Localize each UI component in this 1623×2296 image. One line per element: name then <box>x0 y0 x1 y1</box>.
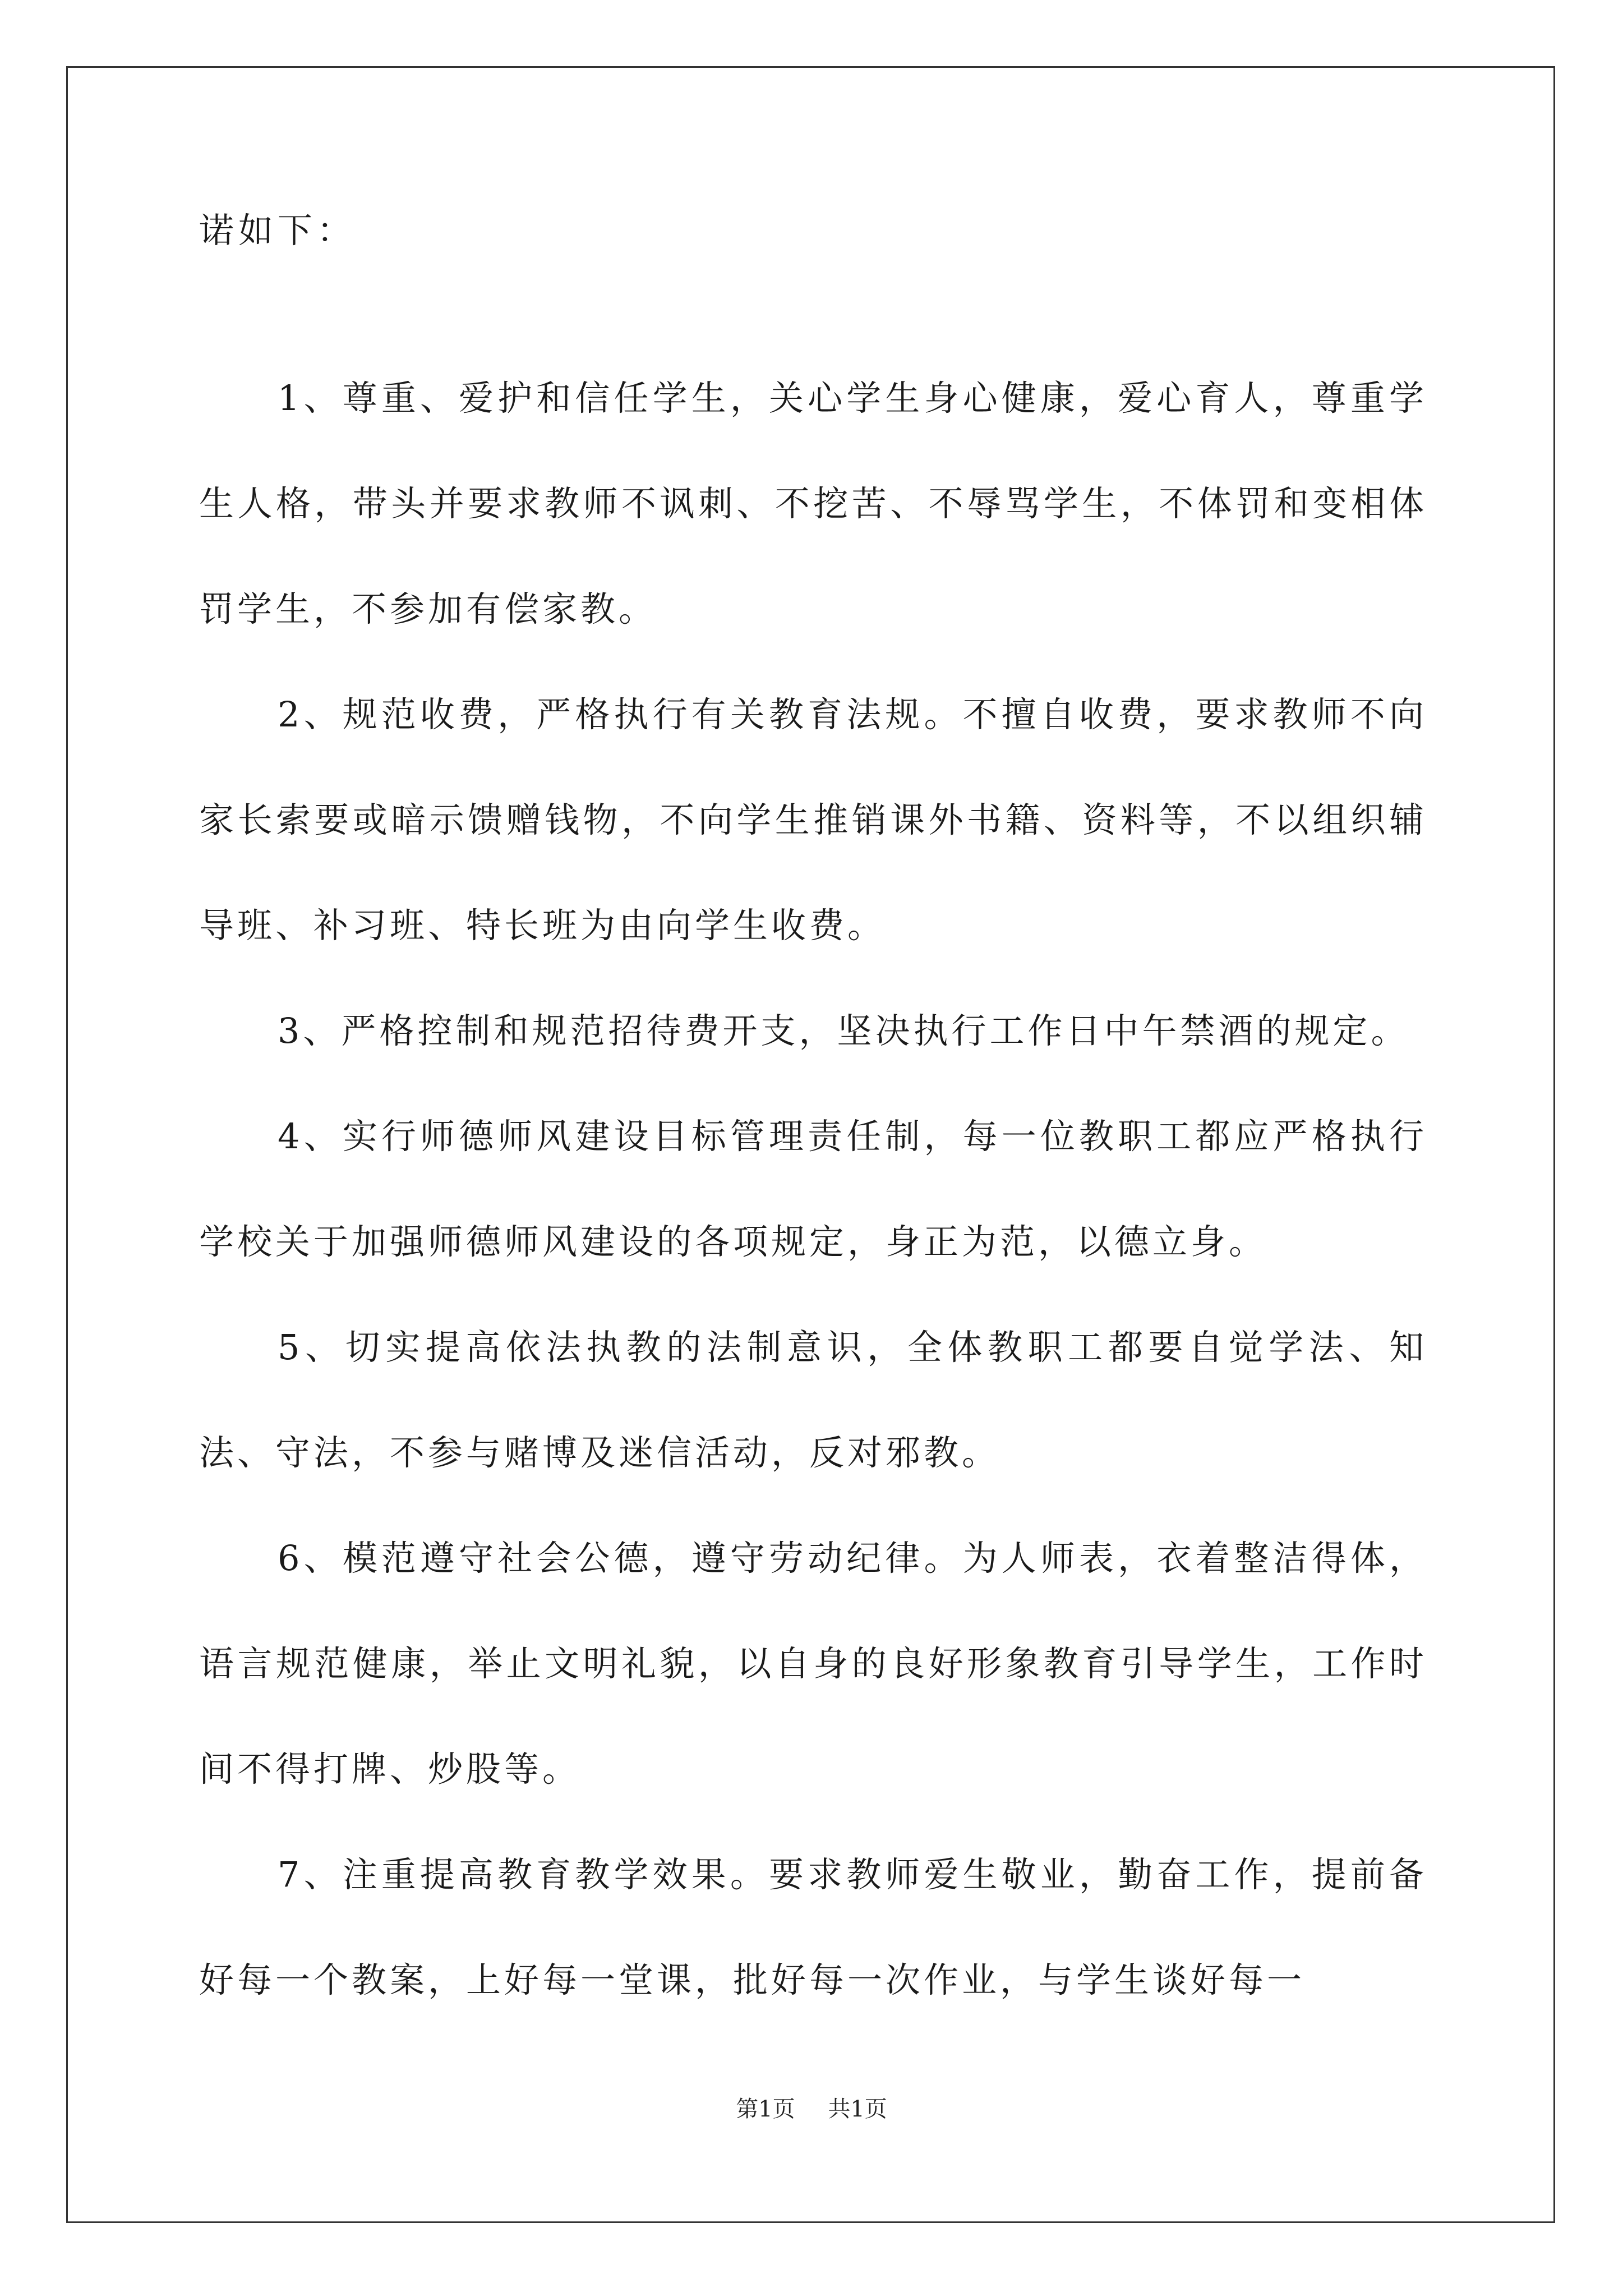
paragraph-2: 2、规范收费，严格执行有关教育法规。不擅自收费，要求教师不向家长索要或暗示馈赠钱物，不向学生推销课外书籍、资料等，不以组织辅导班、补习班、特长班为由向学生收费。 <box>199 694 1427 946</box>
page-number: 第1页 <box>736 2096 795 2122</box>
document-body <box>199 210 1427 2033</box>
paragraph-5: 5、切实提高依法执教的法制意识，全体教职工都要自觉学法、知法、守法，不参与赌博及迷信活动，反对邪教。 <box>199 1327 1427 1473</box>
paragraph-4: 4、实行师德师风建设目标管理责任制，每一位教职工都应严格执行学校关于加强师德师风建设的各项规定，身正为范，以德立身。 <box>199 1116 1427 1262</box>
page-total: 共1页 <box>828 2096 887 2122</box>
paragraph-1: 1、尊重、爱护和信任学生，关心学生身心健康，爱心育人，尊重学生人格，带头并要求教师不讽刺、不挖苦、不辱骂学生，不体罚和变相体罚学生，不参加有偿家教。 <box>199 378 1427 629</box>
paragraph-7: 7、注重提高教育教学效果。要求教师爱生敬业，勤奋工作，提前备好每一个教案，上好每一堂课，批好每一次作业，与学生谈好每一 <box>199 1854 1427 2000</box>
paragraph-3: 3、严格控制和规范招待费开支，坚决执行工作日中午禁酒的规定。 <box>278 1010 1409 1051</box>
page-footer <box>0 2098 1623 2120</box>
paragraph-6: 6、模范遵守社会公德，遵守劳动纪律。为人师表，衣着整洁得体，语言规范健康，举止文明礼貌，以自身的良好形象教育引导学生，工作时间不得打牌、炒股等。 <box>199 1538 1427 1789</box>
opening-line: 诺如下： <box>199 210 357 251</box>
